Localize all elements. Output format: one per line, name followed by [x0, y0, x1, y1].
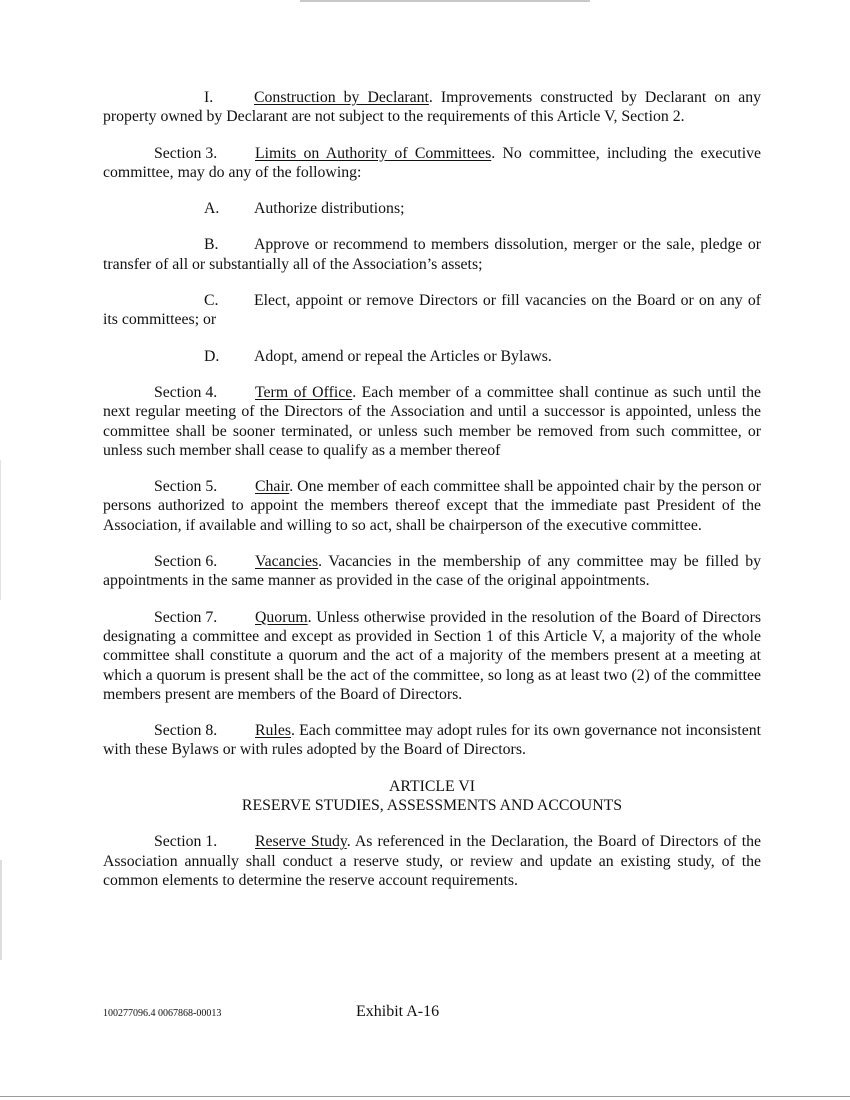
list-item-a: [103, 199, 761, 218]
clause-heading: Construction by Declarant: [254, 89, 429, 106]
list-item-label: C.: [204, 292, 219, 310]
section-text: . One member of each committee shall be appointed chair by the person or persons authorized to appoint the members thereof except that the immediate past President of the Association, if available and willing to so act, shall be chairperson of the executive committee.: [103, 478, 761, 534]
section-heading: Quorum: [255, 608, 308, 626]
list-item-c: [103, 291, 761, 330]
clause-construction-by-declarant: [103, 88, 761, 127]
section-1-reserve-study: [103, 832, 761, 890]
section-5-chair: [103, 477, 761, 535]
section-heading: Limits on Authority of Committees: [255, 144, 492, 162]
section-7-quorum: [103, 608, 761, 704]
scan-artifact-bottom: [0, 1096, 850, 1097]
clause-label: I.: [204, 89, 214, 106]
section-heading: Rules: [255, 722, 291, 740]
scan-artifact-top: [300, 0, 590, 2]
list-item-b: [103, 235, 761, 274]
section-text: . No committee, including the executive committee, may do any of the following:: [103, 144, 761, 181]
section-text: . Unless otherwise provided in the resolution of the Board of Directors designating a committee and except as provided in Section 1 of this Article V, a majority of the whole committee shall constitute a quorum and the act of a majority of the members present at a meeting at which a quorum is present shall be the act of the committee, so long as at least two (2) of the committee members present are members of the Board of Directors.: [103, 608, 761, 703]
section-label: Section 3.: [154, 144, 218, 162]
section-heading: Term of Office: [255, 383, 353, 401]
clause-text: . Improvements constructed by Declarant on any property owned by Declarant are not subject to the requirements of this Article V, Section 2.: [103, 89, 762, 126]
article-number: ARTICLE VI: [388, 777, 476, 795]
section-3-limits-on-authority: [103, 144, 761, 183]
scan-artifact-left-edge: [0, 460, 1, 600]
section-heading: Vacancies: [255, 553, 319, 571]
list-item-text: Elect, appoint or remove Directors or fill vacancies on the Board or on any of its committees; or: [103, 292, 761, 329]
list-item-label: D.: [204, 347, 220, 365]
section-label: Section 5.: [154, 478, 218, 496]
list-item-label: A.: [204, 200, 220, 218]
section-6-vacancies: [103, 552, 761, 591]
page-footer: [103, 1003, 761, 1025]
section-8-rules: [103, 721, 761, 760]
document-id: 100277096.4 0067868-00013: [103, 1008, 222, 1019]
list-item-d: [103, 347, 761, 366]
list-item-text: Approve or recommend to members dissolution, merger or the sale, pledge or transfer of all or substantially all of the Association’s assets;: [103, 236, 761, 273]
section-heading: Chair: [255, 478, 290, 496]
document-body: [103, 88, 761, 890]
article-title: RESERVE STUDIES, ASSESSMENTS AND ACCOUNTS: [241, 797, 623, 815]
section-label: Section 4.: [154, 383, 218, 401]
section-heading: Reserve Study: [255, 833, 347, 851]
section-label: Section 6.: [154, 553, 218, 571]
section-text: . Vacancies in the membership of any committee may be filled by appointments in the same manner as provided in the case of the original appointments.: [103, 553, 761, 590]
section-label: Section 7.: [154, 608, 218, 626]
section-text: . Each committee may adopt rules for its own governance not inconsistent with these Bylaws or with rules adopted by the Board of Directors.: [103, 722, 761, 759]
exhibit-page-number: Exhibit A-16: [356, 1003, 440, 1020]
list-item-text: Authorize distributions;: [254, 200, 405, 218]
scan-artifact-left-edge-lower: [0, 860, 2, 960]
section-label: Section 8.: [154, 722, 218, 740]
list-item-text: Adopt, amend or repeal the Articles or Bylaws.: [254, 347, 552, 365]
section-text: . As referenced in the Declaration, the Board of Directors of the Association annually shall conduct a reserve study, or review and update an existing study, of the common elements to determine the reserve account requirements.: [103, 833, 762, 889]
section-label: Section 1.: [154, 833, 218, 851]
list-item-label: B.: [204, 236, 219, 254]
section-text: . Each member of a committee shall continue as such until the next regular meeting of the Directors of the Association and until a successor is appointed, unless the committee shall be sooner terminated, or unless such member be removed from such committee, or unless such member shall cease to qualify as a member thereof: [103, 383, 762, 459]
section-4-term-of-office: [103, 383, 761, 460]
